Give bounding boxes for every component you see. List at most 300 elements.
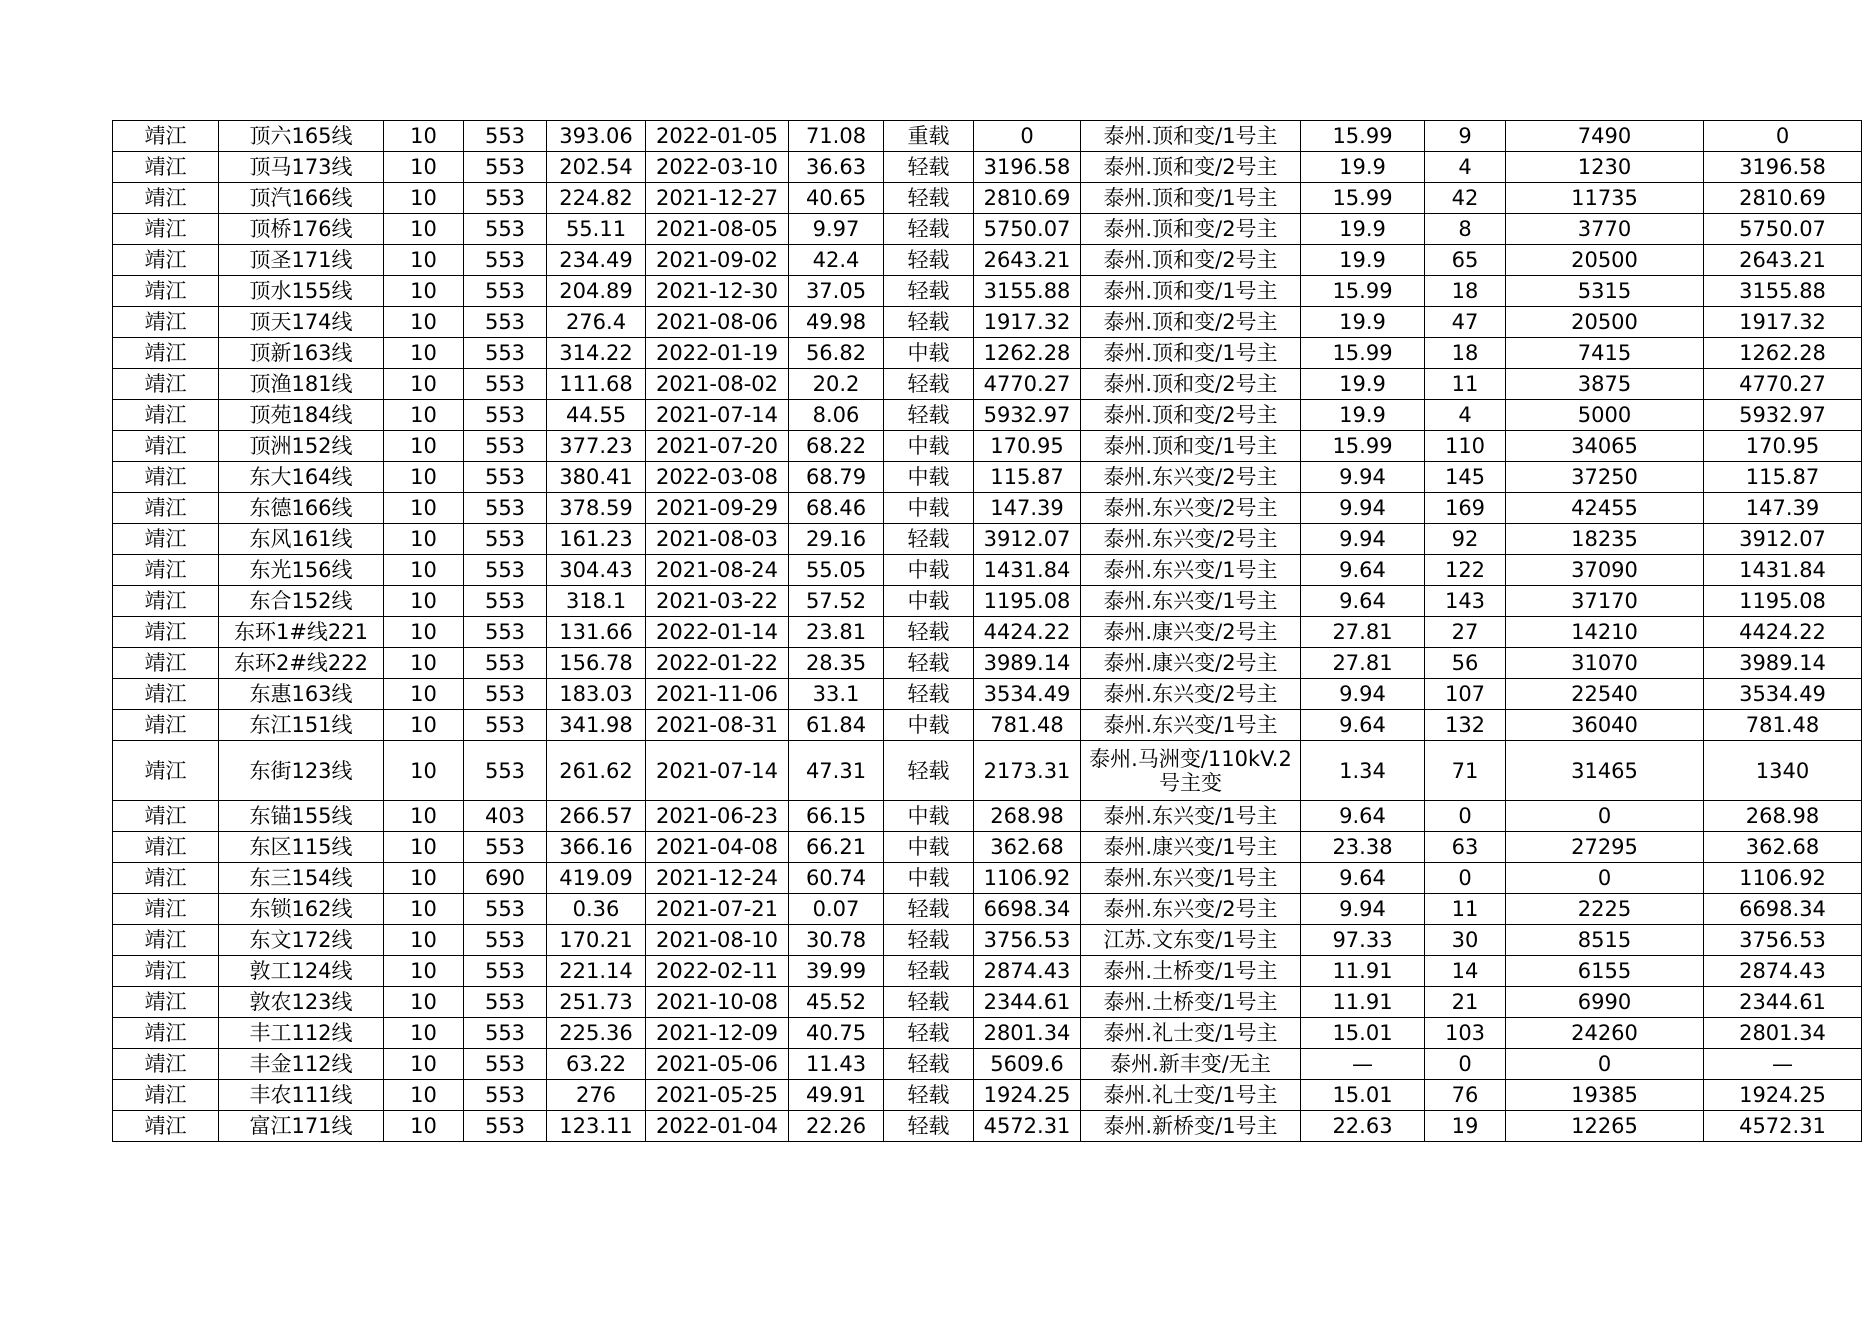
capacity-cell: 36040 xyxy=(1506,710,1704,741)
capacity-cell: 18235 xyxy=(1506,524,1704,555)
region-cell: 靖江 xyxy=(113,338,219,369)
capacity-cell: 37090 xyxy=(1506,555,1704,586)
line-name-cell: 东三154线 xyxy=(219,863,384,894)
transformer-value-cell: 9.64 xyxy=(1301,801,1425,832)
load-rate-cell: 42.4 xyxy=(789,245,884,276)
load-status-cell: 轻载 xyxy=(884,245,974,276)
capacity-cell: 31465 xyxy=(1506,741,1704,801)
rated-capacity-cell: 553 xyxy=(464,710,547,741)
capacity-cell: 6155 xyxy=(1506,956,1704,987)
count-cell: 132 xyxy=(1425,710,1506,741)
load-status-cell: 轻载 xyxy=(884,956,974,987)
rated-capacity-cell: 553 xyxy=(464,648,547,679)
load-status-cell: 轻载 xyxy=(884,1049,974,1080)
load-status-cell: 中载 xyxy=(884,338,974,369)
table-row xyxy=(113,183,1862,214)
load-value-cell: 377.23 xyxy=(547,431,646,462)
load-status-cell: 轻载 xyxy=(884,307,974,338)
region-cell: 靖江 xyxy=(113,925,219,956)
rated-capacity-cell: 553 xyxy=(464,152,547,183)
rated-capacity-cell: 553 xyxy=(464,679,547,710)
load-status-cell: 轻载 xyxy=(884,1111,974,1142)
margin-cell: 2173.31 xyxy=(974,741,1081,801)
table-body xyxy=(113,121,1862,1142)
table-row xyxy=(113,863,1862,894)
margin-cell: 2874.43 xyxy=(974,956,1081,987)
region-cell: 靖江 xyxy=(113,586,219,617)
line-name-cell: 丰工112线 xyxy=(219,1018,384,1049)
available-cell: — xyxy=(1704,1049,1862,1080)
load-rate-cell: 36.63 xyxy=(789,152,884,183)
transformer-cell: 泰州.土桥变/1号主 xyxy=(1081,956,1301,987)
voltage-cell: 10 xyxy=(384,894,464,925)
count-cell: 92 xyxy=(1425,524,1506,555)
load-value-cell: 251.73 xyxy=(547,987,646,1018)
load-value-cell: 380.41 xyxy=(547,462,646,493)
region-cell: 靖江 xyxy=(113,987,219,1018)
available-cell: 4424.22 xyxy=(1704,617,1862,648)
load-status-cell: 中载 xyxy=(884,462,974,493)
margin-cell: 1917.32 xyxy=(974,307,1081,338)
table-row xyxy=(113,431,1862,462)
available-cell: 1917.32 xyxy=(1704,307,1862,338)
load-rate-cell: 49.91 xyxy=(789,1080,884,1111)
load-status-cell: 轻载 xyxy=(884,741,974,801)
available-cell: 1262.28 xyxy=(1704,338,1862,369)
available-cell: 5932.97 xyxy=(1704,400,1862,431)
line-name-cell: 东德166线 xyxy=(219,493,384,524)
rated-capacity-cell: 553 xyxy=(464,400,547,431)
region-cell: 靖江 xyxy=(113,741,219,801)
voltage-cell: 10 xyxy=(384,863,464,894)
table-row xyxy=(113,617,1862,648)
load-value-cell: 123.11 xyxy=(547,1111,646,1142)
load-value-cell: 44.55 xyxy=(547,400,646,431)
transformer-value-cell: 27.81 xyxy=(1301,617,1425,648)
rated-capacity-cell: 553 xyxy=(464,524,547,555)
count-cell: 9 xyxy=(1425,121,1506,152)
load-value-cell: 318.1 xyxy=(547,586,646,617)
table-row xyxy=(113,369,1862,400)
voltage-cell: 10 xyxy=(384,832,464,863)
line-name-cell: 丰农111线 xyxy=(219,1080,384,1111)
load-status-cell: 轻载 xyxy=(884,183,974,214)
load-rate-cell: 55.05 xyxy=(789,555,884,586)
load-status-cell: 轻载 xyxy=(884,524,974,555)
count-cell: 18 xyxy=(1425,276,1506,307)
table-row xyxy=(113,400,1862,431)
capacity-cell: 34065 xyxy=(1506,431,1704,462)
load-status-cell: 中载 xyxy=(884,431,974,462)
table-row xyxy=(113,1111,1862,1142)
line-name-cell: 东合152线 xyxy=(219,586,384,617)
line-name-cell: 东锚155线 xyxy=(219,801,384,832)
transformer-cell: 泰州.东兴变/1号主 xyxy=(1081,586,1301,617)
date-cell: 2021-08-24 xyxy=(646,555,789,586)
capacity-cell: 20500 xyxy=(1506,307,1704,338)
margin-cell: 1924.25 xyxy=(974,1080,1081,1111)
load-value-cell: 183.03 xyxy=(547,679,646,710)
count-cell: 19 xyxy=(1425,1111,1506,1142)
date-cell: 2022-03-08 xyxy=(646,462,789,493)
available-cell: 170.95 xyxy=(1704,431,1862,462)
voltage-cell: 10 xyxy=(384,956,464,987)
available-cell: 115.87 xyxy=(1704,462,1862,493)
voltage-cell: 10 xyxy=(384,710,464,741)
date-cell: 2021-11-06 xyxy=(646,679,789,710)
transformer-value-cell: 9.94 xyxy=(1301,493,1425,524)
load-rate-cell: 68.79 xyxy=(789,462,884,493)
load-status-cell: 轻载 xyxy=(884,617,974,648)
transformer-cell: 泰州.东兴变/1号主 xyxy=(1081,555,1301,586)
load-value-cell: 55.11 xyxy=(547,214,646,245)
table-row xyxy=(113,307,1862,338)
transformer-value-cell: 15.99 xyxy=(1301,431,1425,462)
load-value-cell: 224.82 xyxy=(547,183,646,214)
line-name-cell: 东环1#线221 xyxy=(219,617,384,648)
available-cell: 3756.53 xyxy=(1704,925,1862,956)
count-cell: 71 xyxy=(1425,741,1506,801)
transformer-value-cell: 11.91 xyxy=(1301,987,1425,1018)
line-name-cell: 敦工124线 xyxy=(219,956,384,987)
data-table xyxy=(112,120,1862,1142)
transformer-cell: 泰州.顶和变/1号主 xyxy=(1081,338,1301,369)
transformer-cell: 泰州.顶和变/1号主 xyxy=(1081,183,1301,214)
date-cell: 2021-07-14 xyxy=(646,400,789,431)
rated-capacity-cell: 553 xyxy=(464,307,547,338)
voltage-cell: 10 xyxy=(384,1049,464,1080)
load-rate-cell: 40.65 xyxy=(789,183,884,214)
date-cell: 2021-08-06 xyxy=(646,307,789,338)
date-cell: 2021-08-03 xyxy=(646,524,789,555)
transformer-cell: 泰州.土桥变/1号主 xyxy=(1081,987,1301,1018)
load-value-cell: 170.21 xyxy=(547,925,646,956)
voltage-cell: 10 xyxy=(384,1111,464,1142)
load-status-cell: 轻载 xyxy=(884,648,974,679)
transformer-value-cell: 9.94 xyxy=(1301,524,1425,555)
load-value-cell: 366.16 xyxy=(547,832,646,863)
transformer-cell: 泰州.顶和变/2号主 xyxy=(1081,307,1301,338)
transformer-value-cell: 9.94 xyxy=(1301,894,1425,925)
rated-capacity-cell: 553 xyxy=(464,214,547,245)
region-cell: 靖江 xyxy=(113,555,219,586)
transformer-cell: 泰州.马洲变/110kV.2号主变 xyxy=(1081,741,1301,801)
region-cell: 靖江 xyxy=(113,1111,219,1142)
margin-cell: 0 xyxy=(974,121,1081,152)
load-value-cell: 111.68 xyxy=(547,369,646,400)
load-rate-cell: 11.43 xyxy=(789,1049,884,1080)
load-status-cell: 轻载 xyxy=(884,214,974,245)
load-value-cell: 0.36 xyxy=(547,894,646,925)
margin-cell: 1106.92 xyxy=(974,863,1081,894)
count-cell: 169 xyxy=(1425,493,1506,524)
capacity-cell: 7490 xyxy=(1506,121,1704,152)
margin-cell: 3756.53 xyxy=(974,925,1081,956)
voltage-cell: 10 xyxy=(384,925,464,956)
table-row xyxy=(113,710,1862,741)
count-cell: 27 xyxy=(1425,617,1506,648)
table-row xyxy=(113,1018,1862,1049)
available-cell: 3155.88 xyxy=(1704,276,1862,307)
rated-capacity-cell: 553 xyxy=(464,741,547,801)
date-cell: 2022-03-10 xyxy=(646,152,789,183)
load-status-cell: 中载 xyxy=(884,863,974,894)
load-rate-cell: 60.74 xyxy=(789,863,884,894)
voltage-cell: 10 xyxy=(384,307,464,338)
available-cell: 5750.07 xyxy=(1704,214,1862,245)
load-value-cell: 221.14 xyxy=(547,956,646,987)
capacity-cell: 0 xyxy=(1506,1049,1704,1080)
load-rate-cell: 28.35 xyxy=(789,648,884,679)
region-cell: 靖江 xyxy=(113,832,219,863)
table-row xyxy=(113,648,1862,679)
load-value-cell: 314.22 xyxy=(547,338,646,369)
transformer-cell: 泰州.东兴变/2号主 xyxy=(1081,679,1301,710)
capacity-cell: 24260 xyxy=(1506,1018,1704,1049)
margin-cell: 4770.27 xyxy=(974,369,1081,400)
line-name-cell: 顶渔181线 xyxy=(219,369,384,400)
capacity-cell: 12265 xyxy=(1506,1111,1704,1142)
date-cell: 2022-02-11 xyxy=(646,956,789,987)
available-cell: 268.98 xyxy=(1704,801,1862,832)
count-cell: 145 xyxy=(1425,462,1506,493)
transformer-value-cell: 11.91 xyxy=(1301,956,1425,987)
margin-cell: 5750.07 xyxy=(974,214,1081,245)
region-cell: 靖江 xyxy=(113,679,219,710)
voltage-cell: 10 xyxy=(384,121,464,152)
voltage-cell: 10 xyxy=(384,801,464,832)
table-row xyxy=(113,832,1862,863)
date-cell: 2021-06-23 xyxy=(646,801,789,832)
table-row xyxy=(113,586,1862,617)
date-cell: 2022-01-04 xyxy=(646,1111,789,1142)
transformer-value-cell: 19.9 xyxy=(1301,152,1425,183)
margin-cell: 3989.14 xyxy=(974,648,1081,679)
load-value-cell: 156.78 xyxy=(547,648,646,679)
available-cell: 0 xyxy=(1704,121,1862,152)
available-cell: 2810.69 xyxy=(1704,183,1862,214)
load-value-cell: 378.59 xyxy=(547,493,646,524)
count-cell: 11 xyxy=(1425,369,1506,400)
region-cell: 靖江 xyxy=(113,617,219,648)
table-row xyxy=(113,987,1862,1018)
voltage-cell: 10 xyxy=(384,741,464,801)
load-rate-cell: 68.46 xyxy=(789,493,884,524)
capacity-cell: 37250 xyxy=(1506,462,1704,493)
rated-capacity-cell: 553 xyxy=(464,617,547,648)
date-cell: 2021-12-27 xyxy=(646,183,789,214)
load-value-cell: 419.09 xyxy=(547,863,646,894)
load-rate-cell: 49.98 xyxy=(789,307,884,338)
margin-cell: 781.48 xyxy=(974,710,1081,741)
region-cell: 靖江 xyxy=(113,1049,219,1080)
capacity-cell: 5315 xyxy=(1506,276,1704,307)
margin-cell: 4572.31 xyxy=(974,1111,1081,1142)
count-cell: 0 xyxy=(1425,1049,1506,1080)
table-row xyxy=(113,925,1862,956)
region-cell: 靖江 xyxy=(113,710,219,741)
load-status-cell: 轻载 xyxy=(884,1080,974,1111)
load-rate-cell: 8.06 xyxy=(789,400,884,431)
capacity-cell: 20500 xyxy=(1506,245,1704,276)
table-row xyxy=(113,555,1862,586)
margin-cell: 2344.61 xyxy=(974,987,1081,1018)
line-name-cell: 东环2#线222 xyxy=(219,648,384,679)
region-cell: 靖江 xyxy=(113,493,219,524)
transformer-value-cell: 15.99 xyxy=(1301,183,1425,214)
table-row xyxy=(113,152,1862,183)
date-cell: 2021-08-31 xyxy=(646,710,789,741)
count-cell: 4 xyxy=(1425,400,1506,431)
rated-capacity-cell: 553 xyxy=(464,1049,547,1080)
transformer-value-cell: 15.99 xyxy=(1301,276,1425,307)
date-cell: 2021-10-08 xyxy=(646,987,789,1018)
load-rate-cell: 66.21 xyxy=(789,832,884,863)
margin-cell: 3196.58 xyxy=(974,152,1081,183)
table-row xyxy=(113,741,1862,801)
load-rate-cell: 56.82 xyxy=(789,338,884,369)
rated-capacity-cell: 553 xyxy=(464,369,547,400)
load-rate-cell: 29.16 xyxy=(789,524,884,555)
date-cell: 2021-05-06 xyxy=(646,1049,789,1080)
date-cell: 2021-05-25 xyxy=(646,1080,789,1111)
margin-cell: 1262.28 xyxy=(974,338,1081,369)
region-cell: 靖江 xyxy=(113,307,219,338)
region-cell: 靖江 xyxy=(113,863,219,894)
voltage-cell: 10 xyxy=(384,462,464,493)
transformer-value-cell: 19.9 xyxy=(1301,307,1425,338)
capacity-cell: 11735 xyxy=(1506,183,1704,214)
voltage-cell: 10 xyxy=(384,431,464,462)
transformer-value-cell: 15.01 xyxy=(1301,1018,1425,1049)
transformer-cell: 泰州.新桥变/1号主 xyxy=(1081,1111,1301,1142)
date-cell: 2021-12-24 xyxy=(646,863,789,894)
load-value-cell: 131.66 xyxy=(547,617,646,648)
line-name-cell: 顶汽166线 xyxy=(219,183,384,214)
line-name-cell: 顶洲152线 xyxy=(219,431,384,462)
voltage-cell: 10 xyxy=(384,493,464,524)
margin-cell: 2801.34 xyxy=(974,1018,1081,1049)
transformer-cell: 泰州.东兴变/1号主 xyxy=(1081,863,1301,894)
rated-capacity-cell: 403 xyxy=(464,801,547,832)
region-cell: 靖江 xyxy=(113,121,219,152)
load-status-cell: 中载 xyxy=(884,555,974,586)
load-rate-cell: 47.31 xyxy=(789,741,884,801)
available-cell: 3912.07 xyxy=(1704,524,1862,555)
count-cell: 47 xyxy=(1425,307,1506,338)
load-value-cell: 261.62 xyxy=(547,741,646,801)
voltage-cell: 10 xyxy=(384,338,464,369)
table-row xyxy=(113,462,1862,493)
rated-capacity-cell: 553 xyxy=(464,956,547,987)
count-cell: 76 xyxy=(1425,1080,1506,1111)
rated-capacity-cell: 553 xyxy=(464,832,547,863)
transformer-value-cell: 19.9 xyxy=(1301,214,1425,245)
transformer-cell: 泰州.顶和变/2号主 xyxy=(1081,245,1301,276)
load-status-cell: 重载 xyxy=(884,121,974,152)
transformer-value-cell: 1.34 xyxy=(1301,741,1425,801)
date-cell: 2021-09-02 xyxy=(646,245,789,276)
transformer-cell: 泰州.顶和变/1号主 xyxy=(1081,121,1301,152)
load-status-cell: 轻载 xyxy=(884,679,974,710)
transformer-cell: 泰州.东兴变/1号主 xyxy=(1081,710,1301,741)
voltage-cell: 10 xyxy=(384,555,464,586)
date-cell: 2021-08-02 xyxy=(646,369,789,400)
region-cell: 靖江 xyxy=(113,894,219,925)
count-cell: 63 xyxy=(1425,832,1506,863)
capacity-cell: 8515 xyxy=(1506,925,1704,956)
load-rate-cell: 61.84 xyxy=(789,710,884,741)
table-row xyxy=(113,524,1862,555)
rated-capacity-cell: 553 xyxy=(464,925,547,956)
transformer-cell: 泰州.顶和变/2号主 xyxy=(1081,369,1301,400)
load-rate-cell: 66.15 xyxy=(789,801,884,832)
load-rate-cell: 45.52 xyxy=(789,987,884,1018)
line-name-cell: 顶六165线 xyxy=(219,121,384,152)
margin-cell: 3534.49 xyxy=(974,679,1081,710)
rated-capacity-cell: 553 xyxy=(464,1018,547,1049)
count-cell: 0 xyxy=(1425,801,1506,832)
transformer-cell: 泰州.东兴变/1号主 xyxy=(1081,801,1301,832)
count-cell: 107 xyxy=(1425,679,1506,710)
count-cell: 0 xyxy=(1425,863,1506,894)
load-status-cell: 轻载 xyxy=(884,400,974,431)
rated-capacity-cell: 553 xyxy=(464,431,547,462)
available-cell: 362.68 xyxy=(1704,832,1862,863)
region-cell: 靖江 xyxy=(113,152,219,183)
available-cell: 781.48 xyxy=(1704,710,1862,741)
transformer-cell: 泰州.东兴变/2号主 xyxy=(1081,524,1301,555)
capacity-cell: 0 xyxy=(1506,801,1704,832)
transformer-cell: 泰州.东兴变/2号主 xyxy=(1081,493,1301,524)
available-cell: 1924.25 xyxy=(1704,1080,1862,1111)
voltage-cell: 10 xyxy=(384,1018,464,1049)
rated-capacity-cell: 553 xyxy=(464,1080,547,1111)
region-cell: 靖江 xyxy=(113,245,219,276)
load-rate-cell: 33.1 xyxy=(789,679,884,710)
margin-cell: 6698.34 xyxy=(974,894,1081,925)
load-value-cell: 276 xyxy=(547,1080,646,1111)
date-cell: 2021-08-05 xyxy=(646,214,789,245)
available-cell: 1431.84 xyxy=(1704,555,1862,586)
date-cell: 2021-08-10 xyxy=(646,925,789,956)
margin-cell: 147.39 xyxy=(974,493,1081,524)
table-row xyxy=(113,245,1862,276)
load-status-cell: 轻载 xyxy=(884,894,974,925)
count-cell: 4 xyxy=(1425,152,1506,183)
transformer-value-cell: 9.64 xyxy=(1301,586,1425,617)
load-rate-cell: 0.07 xyxy=(789,894,884,925)
load-rate-cell: 40.75 xyxy=(789,1018,884,1049)
transformer-value-cell: 27.81 xyxy=(1301,648,1425,679)
available-cell: 3989.14 xyxy=(1704,648,1862,679)
margin-cell: 2643.21 xyxy=(974,245,1081,276)
load-rate-cell: 20.2 xyxy=(789,369,884,400)
voltage-cell: 10 xyxy=(384,987,464,1018)
capacity-cell: 6990 xyxy=(1506,987,1704,1018)
transformer-value-cell: 22.63 xyxy=(1301,1111,1425,1142)
margin-cell: 3912.07 xyxy=(974,524,1081,555)
transformer-value-cell: 9.94 xyxy=(1301,679,1425,710)
load-rate-cell: 68.22 xyxy=(789,431,884,462)
region-cell: 靖江 xyxy=(113,956,219,987)
transformer-value-cell: 9.64 xyxy=(1301,863,1425,894)
load-status-cell: 中载 xyxy=(884,586,974,617)
load-value-cell: 202.54 xyxy=(547,152,646,183)
capacity-cell: 0 xyxy=(1506,863,1704,894)
margin-cell: 2810.69 xyxy=(974,183,1081,214)
line-name-cell: 顶马173线 xyxy=(219,152,384,183)
